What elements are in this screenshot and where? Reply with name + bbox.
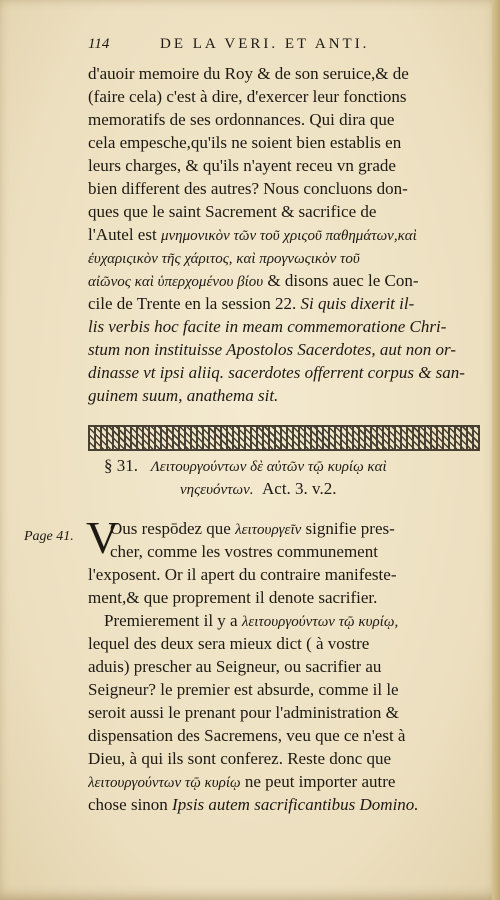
text-line: λειτουργούντων τῷ κυρίῳ ne peut importer autre [88, 772, 396, 791]
text-line: l'Autel est μνημονικὸν τῶν τοῦ χριςοῦ παθημάτων,καὶ [88, 225, 417, 244]
section-heading-cont: νηςευόντων. Act. 3. v.2. [180, 479, 337, 498]
text-line: lequel des deux sera mieux dict ( à vostre [88, 634, 370, 653]
text-line: cile de Trente en la session 22. Si quis dixerit il- [88, 294, 415, 313]
text-line: Premierement il y a λειτουργούντων τῷ κυρίῳ, [104, 611, 399, 630]
text-line: cher, comme les vostres communement [110, 542, 378, 561]
text-line: stum non instituisse Apostolos Sacerdotes, aut non or- [88, 340, 456, 359]
text-line: ment,& que proprement il denote sacrifier. [88, 588, 378, 607]
text-line: memoratifs de ses ordonnances. Qui dira que [88, 110, 395, 129]
text-line: αἰῶνος καὶ ὑπερχομένου βίου & disons auec le Con- [88, 271, 419, 290]
text-line: seroit aussi le prenant pour l'administration & [88, 703, 399, 722]
text-line: bien different des autres? Nous concluons don- [88, 179, 408, 198]
section-heading [104, 456, 480, 477]
text-line: aduis) prescher au Seigneur, ou sacrifier au [88, 657, 382, 676]
text-line: l'exposent. Or il apert du contraire manifeste- [88, 565, 397, 584]
text-line: ques que le saint Sacrement & sacrifice de [88, 202, 377, 221]
page-header [88, 36, 478, 60]
text-line: d'auoir memoire du Roy & de son seruice,& de [88, 64, 409, 83]
text-line: ἐυχαριςικὸν τῆς χάριτος, καὶ προγνωςικὸν τοῦ [88, 251, 360, 267]
text-line: Seigneur? le premier est absurde, comme il le [88, 680, 399, 699]
section-greek: Λειτουργούντων δὲ αὐτῶν τῷ κυρίῳ καὶ [150, 459, 387, 475]
section-reference: Act. 3. v.2. [262, 479, 337, 498]
text-line: Ous respōdez que λειτουργεῖν signifie pres- [110, 519, 395, 538]
section-number: § 31. [104, 456, 138, 475]
text-line: guinem suum, anathema sit. [88, 386, 279, 405]
text-line: chose sinon Ipsis autem sacrificantibus Domino. [88, 795, 419, 814]
text-line: leurs charges, & qu'ils n'ayent receu vn grade [88, 156, 396, 175]
margin-note: Page 41. [24, 529, 74, 544]
running-title: DE LA VERI. ET ANTI. [160, 36, 370, 52]
drop-cap: V [86, 512, 120, 563]
text-line: Dieu, à qui ils sont conferez. Reste donc que [88, 749, 392, 768]
page-number: 114 [88, 36, 110, 52]
page-edge [492, 0, 500, 900]
text-line: (faire cela) c'est à dire, d'exercer leur fonctions [88, 87, 407, 106]
text-line: dinasse vt ipsi aliiq. sacerdotes offerrent corpus & san- [88, 363, 465, 382]
text-line: dispensation des Sacremens, veu que ce n'est à [88, 726, 406, 745]
ornamental-band [88, 425, 480, 451]
text-line: cela empesche,qu'ils ne soient bien establis en [88, 133, 402, 152]
text-line: lis verbis hoc facite in meam commemoratione Chri- [88, 317, 447, 336]
